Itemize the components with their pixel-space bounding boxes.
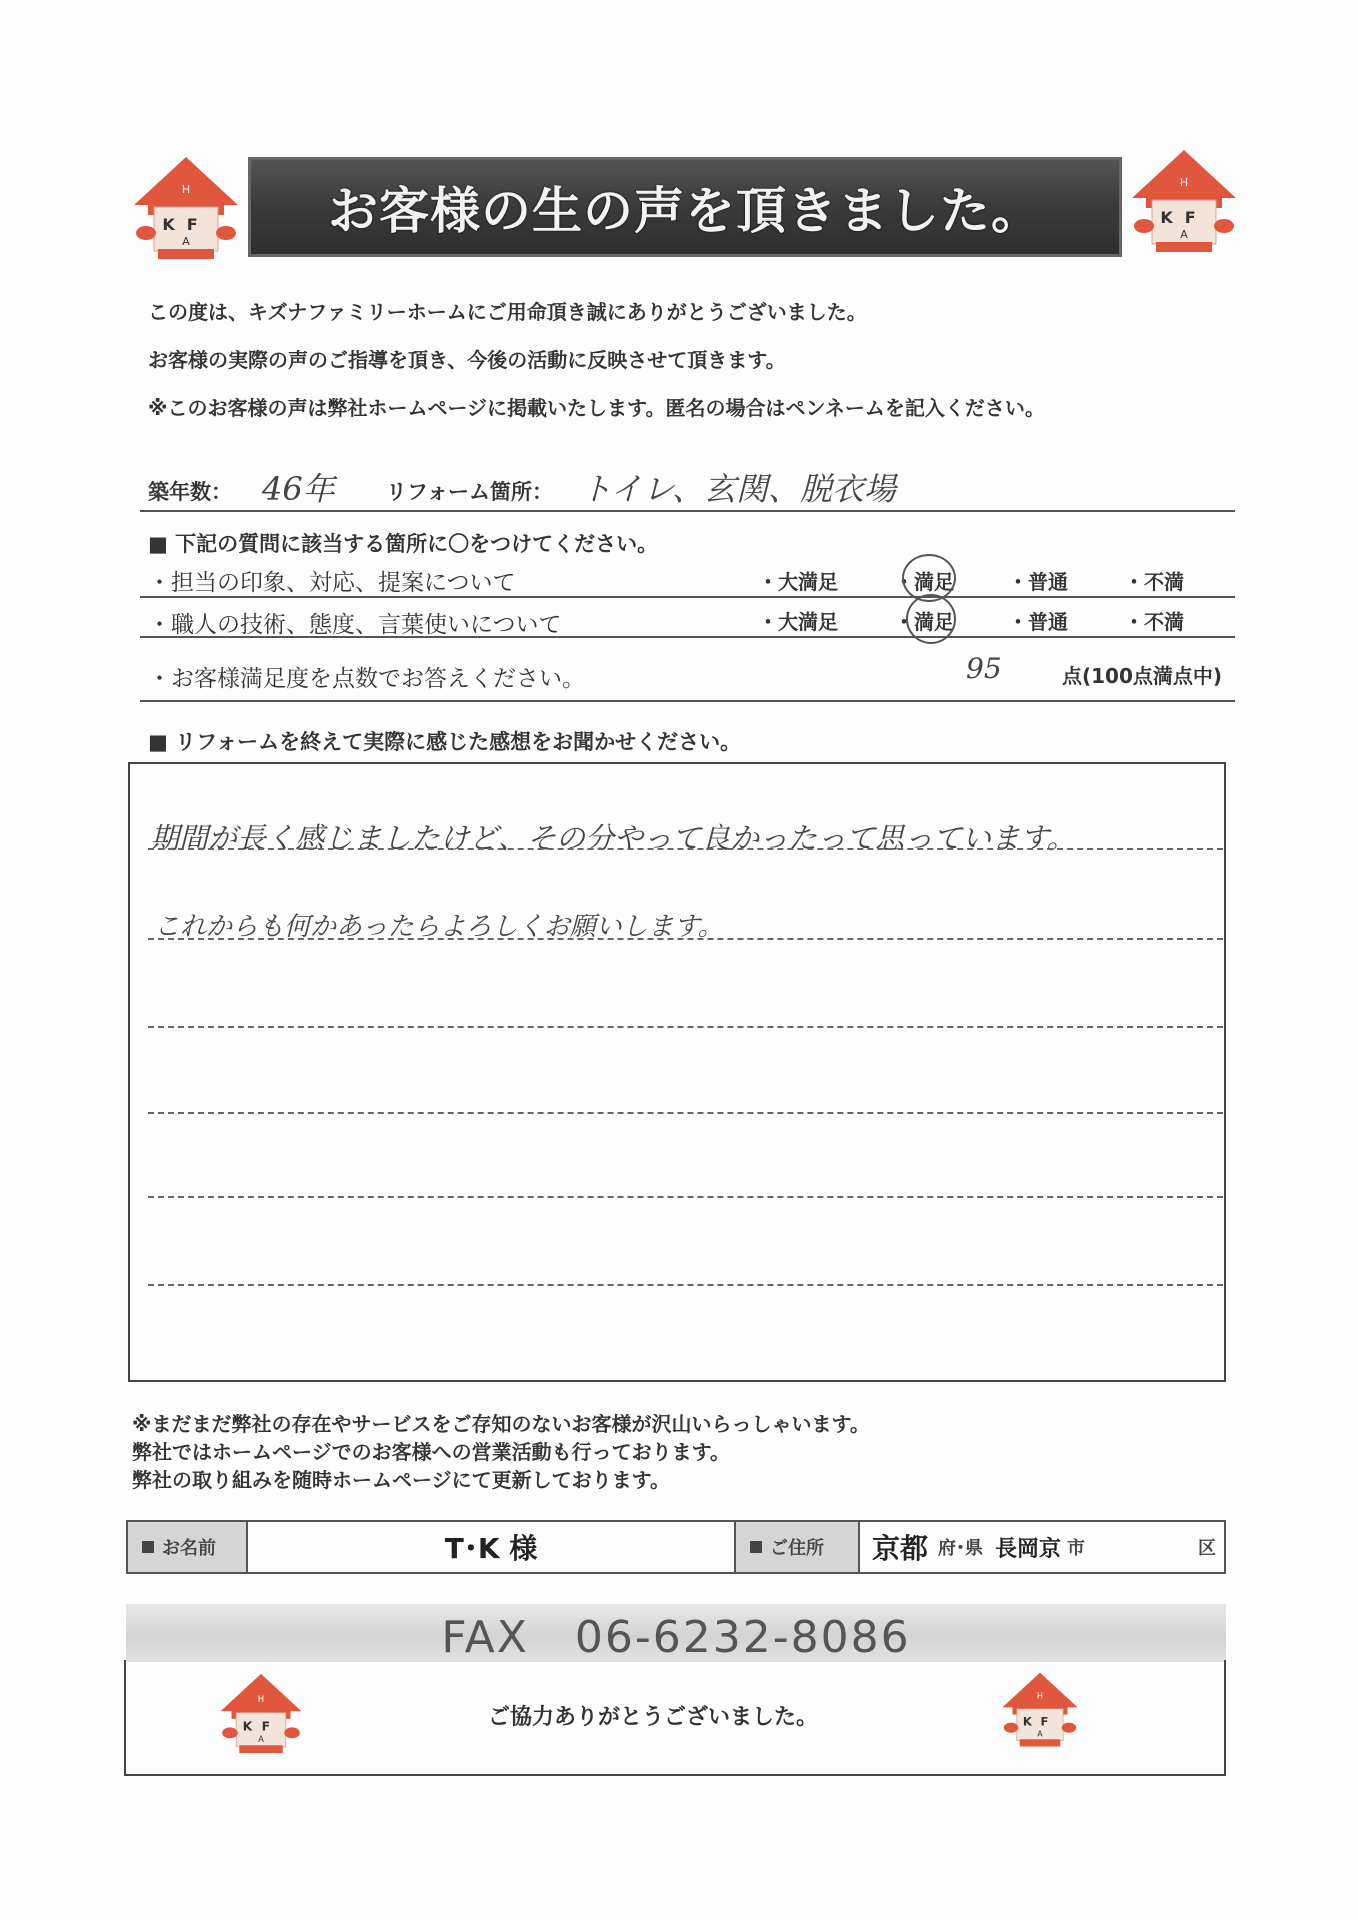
intro-line-1: この度は、キズナファミリーホームにご用命頂き誠にありがとうございました。 [148, 300, 867, 324]
fax-band [126, 1604, 1226, 1662]
building-age-value: 46年 [262, 470, 335, 508]
writing-line [148, 848, 1223, 850]
impression-line-2: これからも何かあったらよろしくお願いします。 [154, 912, 724, 942]
logo-letters-kf: KF [1160, 208, 1208, 227]
q1-option-satisfied: ・満足 [894, 570, 954, 594]
square-bullet-icon [142, 1541, 154, 1553]
writing-line [148, 1284, 1223, 1286]
logo-letters-kf: KF [162, 215, 210, 234]
logo-letter-h: H [1179, 176, 1189, 189]
name-label: お名前 [162, 1538, 216, 1559]
q2-option-satisfied: ・満足 [894, 610, 954, 634]
address-label-cell [736, 1522, 858, 1572]
prefecture-value: 京都 [872, 1532, 929, 1565]
q1-option-normal: ・普通 [1008, 570, 1068, 594]
city-value: 長岡京 [995, 1536, 1062, 1562]
logo-letter-h: H [1037, 1691, 1043, 1701]
name-label-cell [128, 1522, 246, 1572]
survey-instruction: ■ 下記の質問に該当する箇所に〇をつけてください。 [148, 532, 659, 556]
intro-line-3: ※このお客様の声は弊社ホームページに掲載いたします。匿名の場合はペンネームを記入ください。 [148, 396, 1045, 420]
kf-mascot-logo-footer-right [998, 1668, 1082, 1754]
divider [140, 596, 1235, 598]
logo-letter-h: H [257, 1694, 265, 1705]
ward-suffix: 区 [1198, 1538, 1216, 1559]
q1-option-very-satisfied: ・大満足 [758, 570, 838, 594]
impressions-heading: ■ リフォームを終えて実際に感じた感想をお聞かせください。 [148, 730, 742, 754]
logo-letter-a: A [1037, 1729, 1043, 1739]
divider [140, 510, 1235, 512]
kf-mascot-logo-right [1126, 148, 1242, 258]
city-suffix: 市 [1067, 1538, 1086, 1559]
logo-letter-h: H [181, 183, 191, 196]
q2-option-very-satisfied: ・大満足 [758, 610, 838, 634]
logo-letter-a: A [1180, 228, 1188, 241]
score-suffix: 点(100点満点中) [1062, 664, 1223, 688]
address-value [858, 1522, 1224, 1572]
customer-info-row [126, 1520, 1226, 1574]
writing-line [148, 1196, 1223, 1198]
score-value: 95 [966, 652, 1002, 685]
q2-option-normal: ・普通 [1008, 610, 1068, 634]
reform-location-value: トイレ、玄関、脱衣場 [580, 470, 896, 508]
score-question: ・お客様満足度を点数でお答えください。 [148, 666, 585, 692]
reform-location-label: リフォーム箇所： [386, 480, 553, 504]
impression-line-1: 期間が長く感じましたけど、その分やって良かったって思っています。 [150, 821, 1076, 855]
writing-line [148, 1112, 1223, 1114]
notice-line-1: ※まだまだ弊社の存在やサービスをご存知のないお客様が沢山いらっしゃいます。 [132, 1412, 870, 1436]
name-value: T･K 様 [246, 1522, 736, 1572]
prefecture-suffix: 府･県 [938, 1538, 984, 1559]
question-2: ・職人の技術、態度、言葉使いについて [148, 612, 562, 638]
writing-line [148, 938, 1223, 940]
divider [140, 700, 1235, 702]
question-1: ・担当の印象、対応、提案について [148, 570, 516, 596]
page-title: お客様の生の声を頂きました。 [328, 182, 1042, 240]
logo-letters-kf: KF [1022, 1714, 1058, 1729]
kf-mascot-logo-footer-left [216, 1672, 306, 1758]
logo-letters-kf: KF [242, 1718, 280, 1734]
q2-option-dissatisfied: ・不満 [1124, 610, 1184, 634]
address-label: ご住所 [770, 1538, 824, 1559]
thanks-message: ご協力ありがとうございました。 [488, 1705, 819, 1730]
building-age-label: 築年数： [148, 480, 232, 504]
notice-line-3: 弊社の取り組みを随時ホームページにて更新しております。 [132, 1468, 670, 1492]
notice-line-2: 弊社ではホームページでのお客様への営業活動も行っております。 [132, 1440, 730, 1464]
writing-line [148, 1026, 1223, 1028]
kf-mascot-logo [128, 155, 244, 265]
q1-option-dissatisfied: ・不満 [1124, 570, 1184, 594]
fax-number: FAX 06-6232-8086 [441, 1612, 911, 1663]
divider [140, 636, 1235, 638]
logo-letter-a: A [182, 235, 190, 248]
intro-line-2: お客様の実際の声のご指導を頂き、今後の活動に反映させて頂きます。 [148, 348, 786, 372]
square-bullet-icon [750, 1541, 762, 1553]
logo-letter-a: A [258, 1735, 264, 1746]
title-banner [248, 157, 1122, 257]
